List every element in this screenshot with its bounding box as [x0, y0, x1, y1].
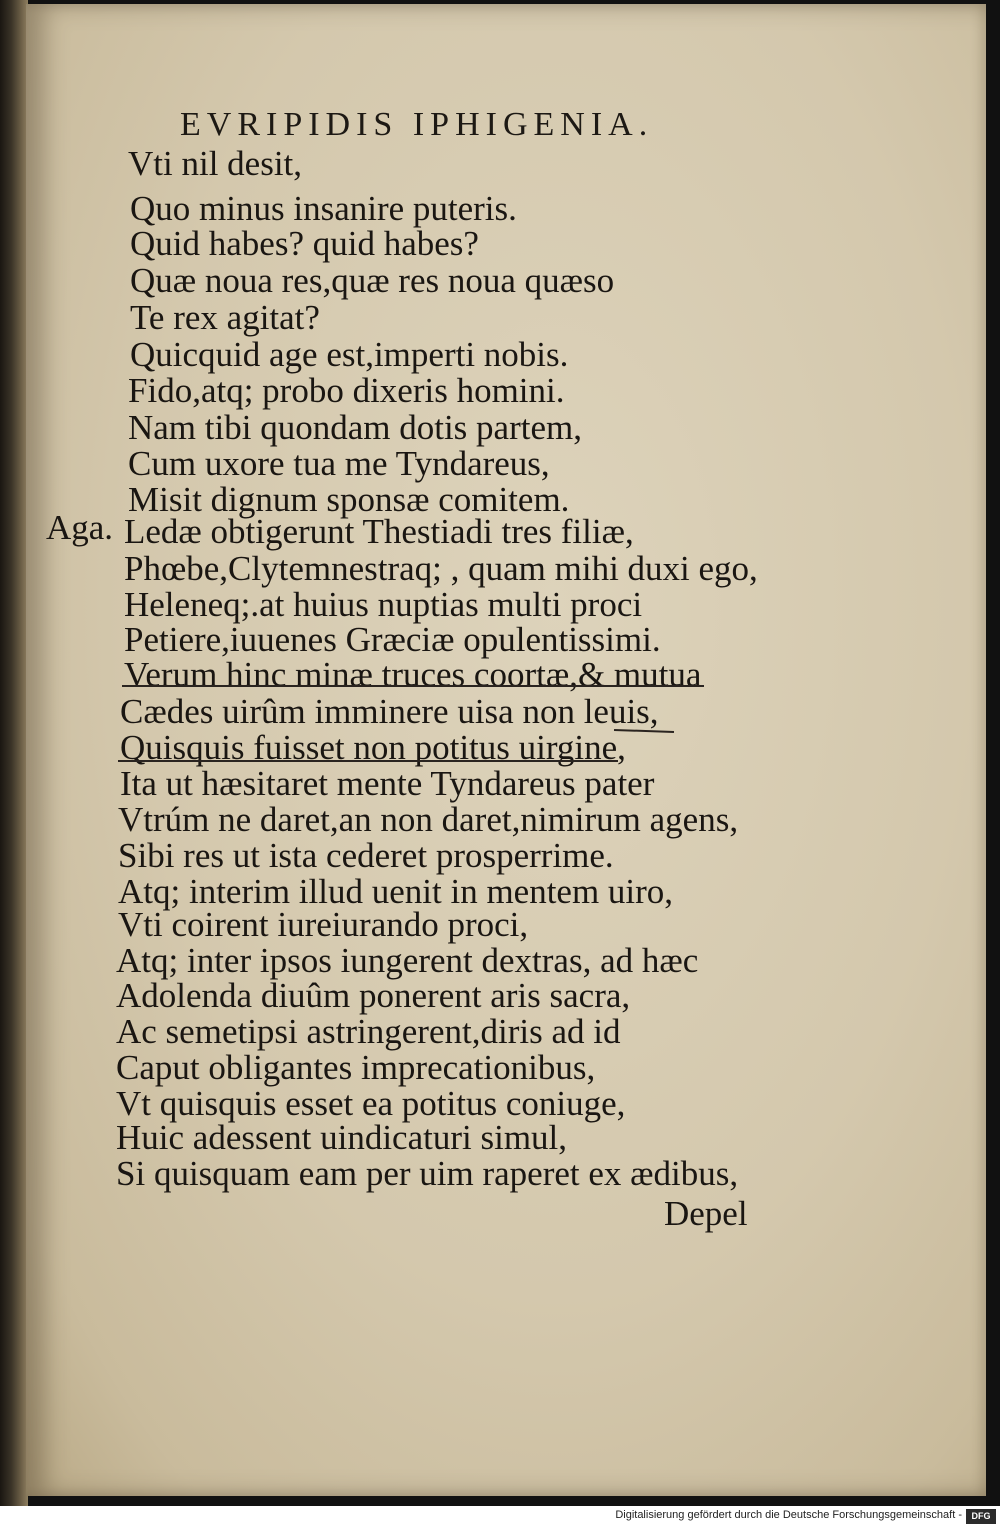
verse-line: Atq; inter ipsos iungerent dextras, ad hæc — [116, 941, 699, 980]
verse-line: Verum hinc minæ truces coortæ,& mutua — [124, 655, 702, 694]
verse-line: Ledæ obtigerunt Thestiadi tres filiæ, — [124, 512, 634, 551]
verse-line: Vti nil desit, — [128, 144, 303, 183]
verse-line: Quid habes? quid habes? — [130, 224, 479, 263]
verse-line: Adolenda diuûm ponerent aris sacra, — [116, 976, 631, 1015]
verse-line: Misit dignum sponsæ comitem. — [128, 480, 570, 519]
verse-line: Si quisquam eam per uim raperet ex ædibus, — [116, 1154, 739, 1193]
running-head: EVRIPIDIS IPHIGENIA. — [180, 106, 654, 143]
verse-line: Sibi res ut ista cederet prosperrime. — [118, 836, 614, 875]
footer-bar — [0, 1506, 1000, 1528]
funding-credit: Digitalisierung gefördert durch die Deutsche Forschungsgemeinschaft - — [615, 1509, 962, 1521]
verse-line: Phœbe,Clytemnestraq; , quam mihi duxi ego, — [124, 549, 758, 588]
verse-line: Petiere,iuuenes Græciæ opulentissimi. — [124, 620, 661, 659]
catchword: Depel — [664, 1194, 748, 1233]
verse-line: Fido,atq; probo dixeris homini. — [128, 371, 565, 410]
verse-line: Te rex agitat? — [130, 298, 320, 337]
manuscript-underline — [122, 685, 704, 687]
verse-line: Atq; interim illud uenit in mentem uiro, — [118, 872, 674, 911]
verse-line: Quo minus insanire puteris. — [130, 189, 517, 228]
verse-line: Quæ noua res,quæ res noua quæso — [130, 261, 615, 300]
verse-line: Caput obligantes imprecationibus, — [116, 1048, 596, 1087]
verse-line: Cum uxore tua me Tyndareus, — [128, 444, 550, 483]
verse-line: Vtrúm ne daret,an non daret,nimirum agens, — [118, 800, 739, 839]
manuscript-underline — [118, 760, 618, 762]
verse-line: Heleneq;.at huius nuptias multi proci — [124, 585, 643, 624]
verse-line: Huic adessent uindicaturi simul, — [116, 1118, 568, 1157]
speaker-label: Aga. — [46, 508, 114, 547]
verse-line: Vt quisquis esset ea potitus coniuge, — [116, 1084, 626, 1123]
verse-line: Quicquid age est,imperti nobis. — [130, 335, 569, 374]
dfg-logo: DFG — [966, 1509, 996, 1524]
verse-line: Ac semetipsi astringerent,diris ad id — [116, 1012, 621, 1051]
verse-line: Quisquis fuisset non potitus uirgine, — [120, 728, 626, 767]
verse-line: Cædes uirûm imminere uisa non leuis, — [120, 692, 659, 731]
verse-line: Nam tibi quondam dotis partem, — [128, 408, 582, 447]
verse-line: Vti coirent iureiurando proci, — [118, 905, 529, 944]
verse-line: Ita ut hæsitaret mente Tyndareus pater — [120, 764, 655, 803]
